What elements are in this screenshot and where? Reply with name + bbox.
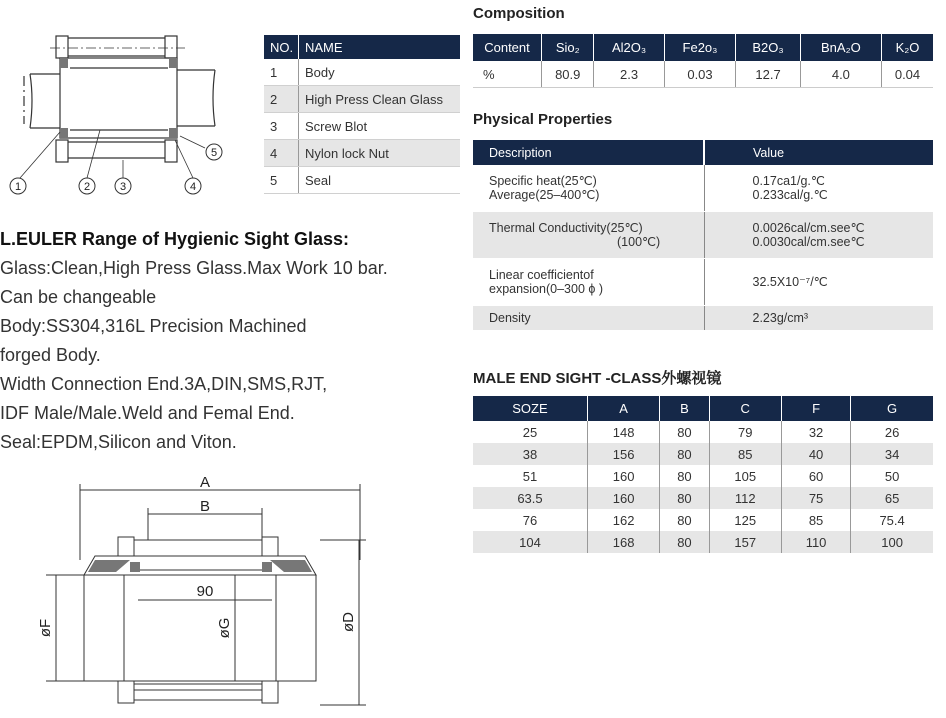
cell: 85: [709, 443, 781, 465]
cell: 157: [709, 531, 781, 553]
table-row: [473, 509, 933, 531]
cell: 2: [264, 86, 299, 113]
phys-header-value: Value: [704, 140, 933, 165]
physical-table: [473, 140, 933, 331]
cell: 40: [781, 443, 850, 465]
comp-header: BnA₂O: [800, 34, 881, 61]
dimension-drawing: [37, 470, 380, 718]
cell: 0.03: [664, 61, 736, 88]
table-row: [473, 165, 933, 212]
cell: 4.0: [800, 61, 881, 88]
sc-header: SOZE: [473, 396, 587, 421]
callout-4: 4: [189, 181, 197, 193]
phys-value-line: 0.233cal/g.℃: [752, 188, 828, 202]
cell: [473, 259, 704, 306]
cell: 162: [587, 509, 659, 531]
cell: 1: [264, 59, 299, 86]
cell: 3: [264, 113, 299, 140]
cell: 34: [851, 443, 933, 465]
cell: Seal: [299, 167, 461, 194]
cell: 76: [473, 509, 587, 531]
description-line: Seal:EPDM,Silicon and Viton.: [0, 432, 237, 452]
physical-heading: Physical Properties: [473, 111, 613, 128]
table-row: [473, 259, 933, 306]
cell: 5: [264, 167, 299, 194]
sc-header: A: [587, 396, 659, 421]
dim-label-b: B: [199, 498, 211, 515]
cell: Body: [299, 59, 461, 86]
cell: 160: [587, 465, 659, 487]
table-row: [264, 59, 460, 86]
comp-header: Sio₂: [542, 34, 594, 61]
cell: 104: [473, 531, 587, 553]
sc-header: B: [660, 396, 709, 421]
cell: 26: [884, 424, 900, 440]
callout-5: 5: [210, 147, 218, 159]
sc-header: G: [851, 396, 933, 421]
cell: 79: [709, 421, 781, 443]
parts-table: [264, 35, 460, 194]
cell: 32: [781, 421, 850, 443]
description-line: Body:SS304,316L Precision Machined: [0, 316, 307, 336]
parts-header-no: NO.: [264, 35, 299, 59]
phys-value-line: 0.0030cal/cm.see℃: [752, 235, 865, 249]
cell: 38: [473, 443, 587, 465]
description-line: Can be changeable: [0, 287, 157, 307]
cell: 75.4: [879, 512, 905, 528]
cell: 2.3: [594, 61, 664, 88]
sc-header: C: [709, 396, 781, 421]
dim-label-90: 90: [196, 583, 214, 600]
cell: 148: [587, 421, 659, 443]
cell: 80: [660, 421, 709, 443]
phys-desc-line: Average(25–400℃): [489, 188, 600, 202]
phys-desc-line: expansion(0–300 ϕ ): [489, 282, 604, 296]
phys-value-line: 0.0026cal/cm.see℃: [752, 221, 865, 235]
dim-label-g: øG: [216, 617, 233, 639]
cell: Screw Blot: [299, 113, 461, 140]
cell: 4: [264, 140, 299, 167]
dim-label-d: øD: [340, 612, 357, 632]
phys-value-line: 32.5X10⁻⁷/℃: [752, 275, 828, 289]
callout-3: 3: [119, 181, 127, 193]
cell: 85: [781, 509, 850, 531]
table-row: [264, 113, 460, 140]
table-row: [473, 465, 933, 487]
callout-2: 2: [83, 181, 91, 193]
table-row: [264, 140, 460, 167]
description-line: Width Connection End.3A,DIN,SMS,RJT,: [0, 374, 328, 394]
table-row: [264, 86, 460, 113]
cell: [704, 165, 933, 212]
table-row: [473, 487, 933, 509]
description-title: L.EULER Range of Hygienic Sight Glass:: [0, 229, 350, 249]
cell: 80.9: [542, 61, 594, 88]
cell: 105: [709, 465, 781, 487]
cell: 65: [851, 487, 933, 509]
phys-desc-line: Specific heat(25℃): [489, 174, 597, 188]
cell: [704, 212, 933, 259]
sight-class-heading: MALE END SIGHT -CLASS外螺视镜: [473, 370, 722, 387]
description-line: forged Body.: [0, 345, 101, 365]
cell: 110: [781, 531, 850, 553]
comp-header: Content: [473, 34, 542, 61]
phys-value-line: 0.17ca1/g.℃: [752, 174, 825, 188]
cell: 0.04: [882, 61, 934, 88]
table-row: [473, 306, 933, 331]
cell: 80: [660, 487, 709, 509]
sight-class-table: [473, 396, 933, 553]
table-row: [473, 212, 933, 259]
parts-header-name: NAME: [299, 35, 461, 59]
dim-label-f: øF: [37, 618, 54, 638]
cell: 125: [709, 509, 781, 531]
phys-desc-line: Linear coefficientof: [489, 268, 594, 282]
composition-heading: Composition: [473, 5, 565, 22]
comp-header: B2O₃: [736, 34, 800, 61]
cell: 80: [660, 531, 709, 553]
table-row: [473, 61, 933, 88]
cell: Density: [473, 306, 704, 331]
phys-desc-line: Thermal Conductivity(25℃): [489, 221, 643, 235]
comp-header: Al2O₃: [594, 34, 664, 61]
cell: 63.5: [473, 487, 587, 509]
cross-section-drawing: [0, 28, 240, 200]
cell: 25: [473, 421, 587, 443]
cell: 51: [473, 465, 587, 487]
cell: 60: [781, 465, 850, 487]
table-row: [473, 443, 933, 465]
cell: 160: [587, 487, 659, 509]
description-block: [0, 225, 388, 457]
cell: 100: [851, 531, 933, 553]
cell: 75: [781, 487, 850, 509]
cell: %: [473, 61, 542, 88]
phys-header-description: Description: [473, 140, 704, 165]
description-line: IDF Male/Male.Weld and Femal End.: [0, 403, 295, 423]
cell: [473, 165, 704, 212]
cell: [704, 259, 933, 306]
callout-1: 1: [14, 181, 22, 193]
cell: 80: [660, 443, 709, 465]
cell: Nylon lock Nut: [299, 140, 461, 167]
cell: 12.7: [736, 61, 800, 88]
comp-header: Fe2o₃: [664, 34, 736, 61]
description-line: Glass:Clean,High Press Glass.Max Work 10 bar.: [0, 258, 388, 278]
cell: 80: [660, 509, 709, 531]
table-row: [264, 167, 460, 194]
sc-header: F: [781, 396, 850, 421]
cell: [473, 212, 704, 259]
cell: 80: [660, 465, 709, 487]
table-row: [473, 421, 933, 443]
cell: 168: [587, 531, 659, 553]
table-row: [473, 531, 933, 553]
cell: High Press Clean Glass: [299, 86, 461, 113]
cell: 156: [587, 443, 659, 465]
composition-table: [473, 34, 933, 88]
cell: 2.23g/cm³: [704, 306, 933, 331]
cell: 50: [884, 468, 900, 484]
phys-desc-line: (100℃): [617, 235, 661, 249]
comp-header: K₂O: [882, 34, 934, 61]
dim-label-a: A: [199, 474, 211, 491]
cell: 112: [709, 487, 781, 509]
